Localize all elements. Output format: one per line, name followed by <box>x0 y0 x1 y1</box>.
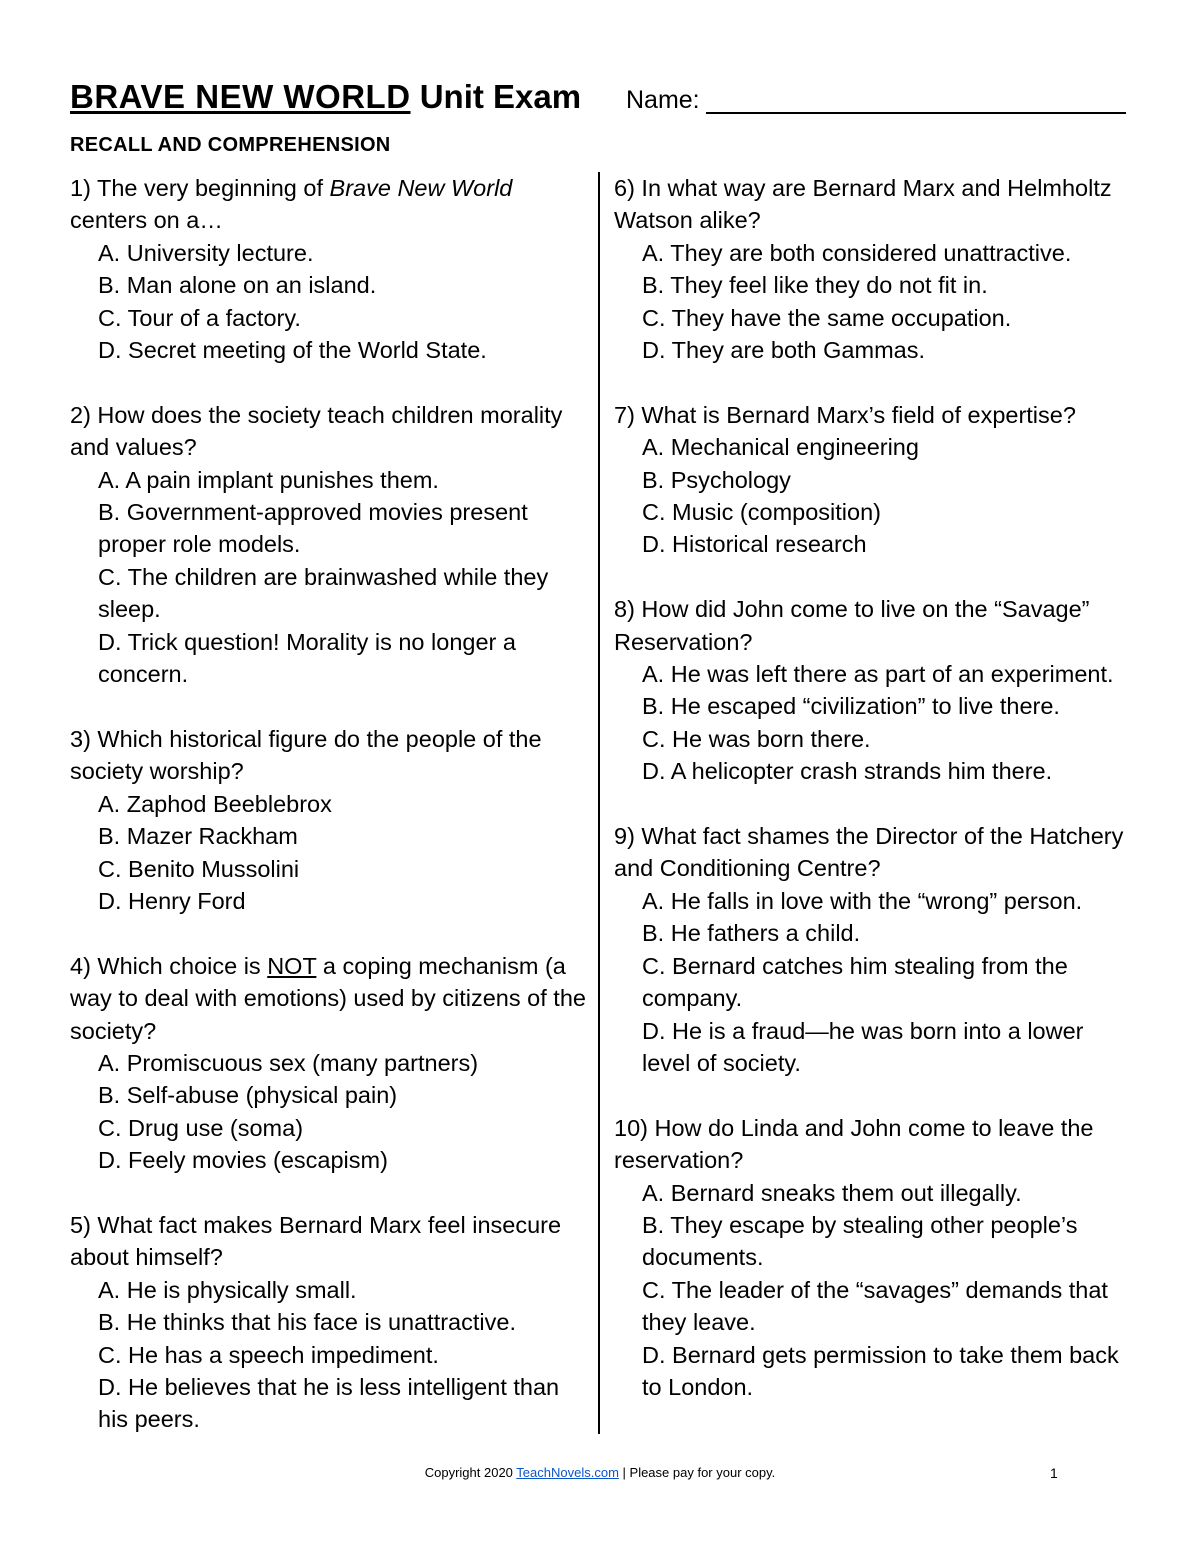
page-footer <box>0 1465 1200 1480</box>
choice-b[interactable]: B. Government-approved movies present proper role models. <box>98 499 528 558</box>
question-text: 7) What is Bernard Marx’s field of expertise? <box>614 401 1076 428</box>
question-2 <box>70 399 590 691</box>
choice-d[interactable]: D. Trick question! Morality is no longer a concern. <box>98 628 516 688</box>
question-text: 6) In what way are Bernard Marx and Helmholtz Watson alike? <box>614 175 1112 234</box>
choice-b[interactable]: B. Mazer Rackham <box>98 823 298 850</box>
choice-d[interactable]: D. Henry Ford <box>98 887 246 914</box>
question-text: 1) The very beginning of Brave New World centers on a… <box>70 175 513 234</box>
column-divider <box>598 172 600 1434</box>
choice-a[interactable]: A. He is physically small. <box>98 1276 357 1303</box>
teachnovels-link[interactable]: TeachNovels.com <box>516 1465 619 1480</box>
question-6 <box>614 172 1134 366</box>
choice-d[interactable]: D. Feely movies (escapism) <box>98 1147 388 1174</box>
payment-note: | Please pay for your copy. <box>622 1465 776 1480</box>
choice-b[interactable]: B. Psychology <box>642 466 791 493</box>
choice-b[interactable]: B. Man alone on an island. <box>98 272 377 299</box>
question-8 <box>614 593 1134 787</box>
copyright-text: Copyright 2020 <box>424 1465 513 1480</box>
choice-c[interactable]: C. Tour of a factory. <box>98 304 301 331</box>
question-10 <box>614 1112 1134 1404</box>
choice-b[interactable]: B. They escape by stealing other people’s documents. <box>642 1211 1078 1271</box>
emphasis-not: NOT <box>267 952 317 979</box>
choice-d[interactable]: D. He is a fraud—he was born into a lower level of society. <box>642 1017 1084 1076</box>
question-text: 3) Which historical figure do the people of the society worship? <box>70 725 542 785</box>
choice-c[interactable]: C. Bernard catches him stealing from the company. <box>642 952 1068 1012</box>
choice-c[interactable]: C. He was born there. <box>642 725 871 752</box>
question-text: 8) How did John come to live on the “Savage” Reservation? <box>614 596 1090 655</box>
choice-a[interactable]: A. A pain implant punishes them. <box>98 466 439 493</box>
choice-c[interactable]: C. Music (composition) <box>642 499 881 526</box>
choice-c[interactable]: C. He has a speech impediment. <box>98 1341 439 1368</box>
choice-d[interactable]: D. He believes that he is less intelligent than his peers. <box>98 1373 560 1433</box>
name-blank-line[interactable] <box>706 112 1126 114</box>
section-title: RECALL AND COMPREHENSION <box>70 134 391 156</box>
choice-c[interactable]: C. Benito Mussolini <box>98 855 300 882</box>
choice-d[interactable]: D. Historical research <box>642 531 867 558</box>
question-3 <box>70 723 590 917</box>
choice-a[interactable]: A. They are both considered unattractive. <box>642 239 1072 266</box>
question-5 <box>70 1209 590 1436</box>
book-title: BRAVE NEW WORLD <box>70 78 411 115</box>
question-7 <box>614 399 1134 561</box>
title-suffix: Unit Exam <box>419 78 582 115</box>
choice-c[interactable]: C. The leader of the “savages” demands that they leave. <box>642 1276 1108 1336</box>
question-text: 2) How does the society teach children morality and values? <box>70 401 563 461</box>
question-9 <box>614 820 1134 1079</box>
choice-a[interactable]: A. Mechanical engineering <box>642 434 919 461</box>
choice-d[interactable]: D. Bernard gets permission to take them back to London. <box>642 1341 1119 1400</box>
left-column <box>70 172 590 1436</box>
question-text: 5) What fact makes Bernard Marx feel insecure about himself? <box>70 1211 562 1271</box>
choice-c[interactable]: C. They have the same occupation. <box>642 304 1012 331</box>
name-label: Name: <box>626 86 700 114</box>
choice-a[interactable]: A. Zaphod Beeblebrox <box>98 790 332 817</box>
choice-b[interactable]: B. He fathers a child. <box>642 920 861 947</box>
choice-b[interactable]: B. Self-abuse (physical pain) <box>98 1082 398 1109</box>
choice-c[interactable]: C. The children are brainwashed while they sleep. <box>98 563 549 623</box>
choice-a[interactable]: A. He falls in love with the “wrong” person. <box>642 887 1083 914</box>
right-column <box>614 172 1134 1403</box>
choice-d[interactable]: D. A helicopter crash strands him there. <box>642 758 1053 785</box>
choice-b[interactable]: B. He escaped “civilization” to live there. <box>642 693 1060 720</box>
choice-c[interactable]: C. Drug use (soma) <box>98 1114 304 1141</box>
choice-d[interactable]: D. Secret meeting of the World State. <box>98 337 487 364</box>
question-1 <box>70 172 590 366</box>
page-number: 1 <box>1050 1465 1058 1481</box>
choice-d[interactable]: D. They are both Gammas. <box>642 337 925 364</box>
choice-a[interactable]: A. He was left there as part of an experiment. <box>642 661 1114 688</box>
choice-a[interactable]: A. University lecture. <box>98 239 314 266</box>
choice-b[interactable]: B. He thinks that his face is unattractive. <box>98 1309 516 1336</box>
question-4 <box>70 950 590 1177</box>
choice-a[interactable]: A. Promiscuous sex (many partners) <box>98 1049 479 1076</box>
exam-title <box>70 78 581 116</box>
book-title-italic: Brave New World <box>329 175 513 201</box>
exam-header <box>70 78 1130 128</box>
question-text: 4) Which choice is NOT a coping mechanism (a way to deal with emotions) used by citizens of the society? <box>70 952 586 1044</box>
question-text: 9) What fact shames the Director of the Hatchery and Conditioning Centre? <box>614 823 1124 882</box>
choice-a[interactable]: A. Bernard sneaks them out illegally. <box>642 1179 1022 1206</box>
question-text: 10) How do Linda and John come to leave the reservation? <box>614 1114 1094 1174</box>
choice-b[interactable]: B. They feel like they do not fit in. <box>642 272 988 299</box>
